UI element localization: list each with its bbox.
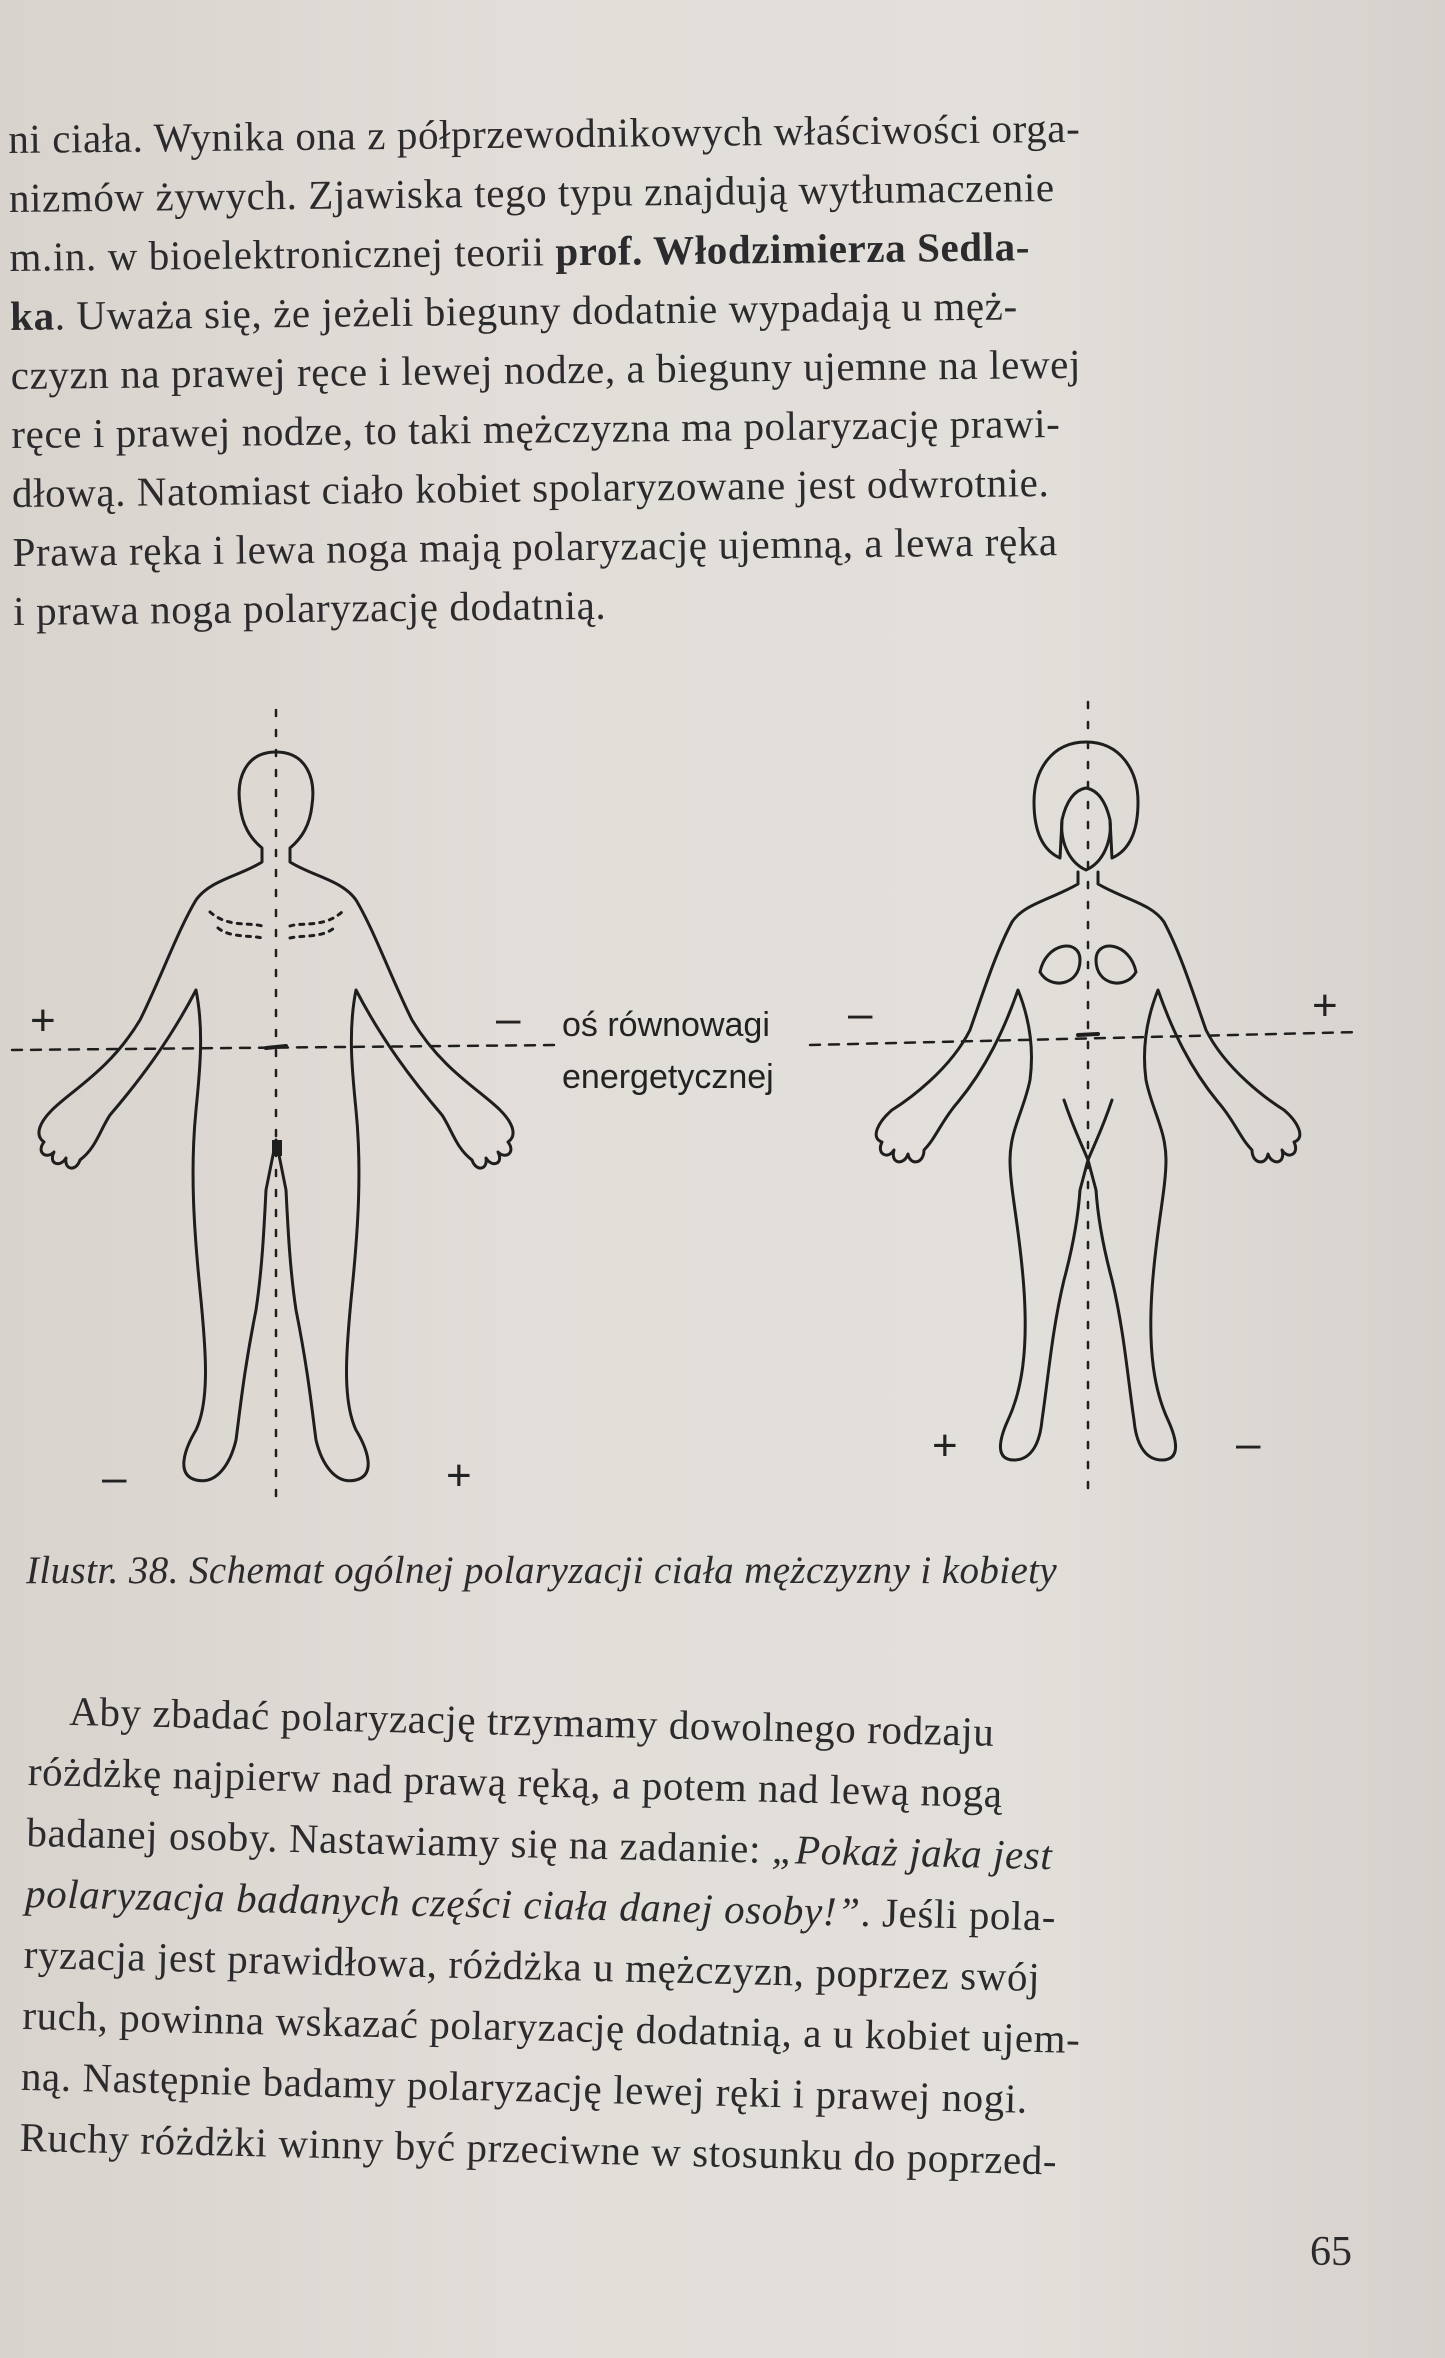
text-line: ruch, powinna wskazać polaryzację dodatnią, a u kobiet ujem- <box>21 1991 1081 2062</box>
text-span: m.in. w bioelektronicznej teorii <box>9 228 556 280</box>
male-right-hand-sign: + <box>30 996 56 1045</box>
author-name: prof. Włodzimierza Sedla- <box>555 223 1031 275</box>
quoted-instruction: „Pokaż jaka jest <box>771 1825 1053 1879</box>
text-line: Ruchy różdżki winny być przeciwne w stosunku do poprzed- <box>19 2113 1058 2184</box>
text-line: Aby zbadać polaryzację trzymamy dowolnego rodzaju <box>68 1687 995 1755</box>
quoted-instruction-end: polaryzacja badanych części ciała danej osoby!” <box>24 1869 861 1935</box>
text-line: i prawa noga polaryzację dodatnią. <box>13 581 607 634</box>
text-span: badanej osoby. Nastawiamy się na zadanie: <box>26 1808 773 1872</box>
male-left-foot-sign: + <box>446 1451 472 1500</box>
axis-label-line1: oś równowagi <box>562 1006 770 1044</box>
female-left-hand-sign: + <box>1312 981 1338 1030</box>
figure-caption <box>26 1548 1057 1593</box>
axis-label-line2: energetycznej <box>562 1058 774 1096</box>
text-line: ryzacja jest prawidłowa, różdżka u mężczyzn, poprzez swój <box>23 1930 1041 2000</box>
text-line: nizmów żywych. Zjawiska tego typu znajdują wytłumaczenie <box>8 164 1055 221</box>
text-line: czyzn na prawej ręce i lewej nodze, a bieguny ujemne na lewej <box>10 340 1082 398</box>
text-line: dłową. Natomiast ciało kobiet spolaryzowane jest odwrotnie. <box>11 459 1050 516</box>
text-span: . Jeśli pola- <box>859 1888 1057 1940</box>
text-line: ręce i prawej nodze, to taki mężczyzna ma polaryzację prawi- <box>11 399 1061 457</box>
male-left-hand-sign: – <box>496 994 521 1043</box>
female-right-foot-sign: + <box>932 1421 958 1470</box>
bottom-paragraph <box>19 1680 1088 2192</box>
top-paragraph <box>8 99 1086 641</box>
caption-prefix: Ilustr. 38. <box>26 1549 179 1592</box>
author-name-end: ka <box>9 292 55 339</box>
caption-text: Schemat ogólnej polaryzacji ciała mężczyzny i kobiety <box>178 1549 1058 1592</box>
text-line: ni ciała. Wynika ona z półprzewodnikowych właściwości orga- <box>8 104 1081 162</box>
text-line: Prawa ręka i lewa noga mają polaryzację ujemną, a lewa ręka <box>12 518 1058 575</box>
polarization-diagram <box>0 690 1445 1540</box>
male-right-foot-sign: – <box>102 1453 127 1502</box>
text-line: różdżkę najpierw nad prawą ręką, a potem nad lewą nogą <box>27 1747 1004 1817</box>
page-number: 65 <box>1310 2229 1352 2275</box>
female-right-hand-sign: – <box>848 989 873 1038</box>
text-span: . Uważa się, że jeżeli bieguny dodatnie wypadają u męż- <box>54 282 1018 339</box>
text-line: ną. Następnie badamy polaryzację lewej ręki i prawej nogi. <box>20 2052 1029 2122</box>
female-left-foot-sign: – <box>1236 1419 1261 1468</box>
